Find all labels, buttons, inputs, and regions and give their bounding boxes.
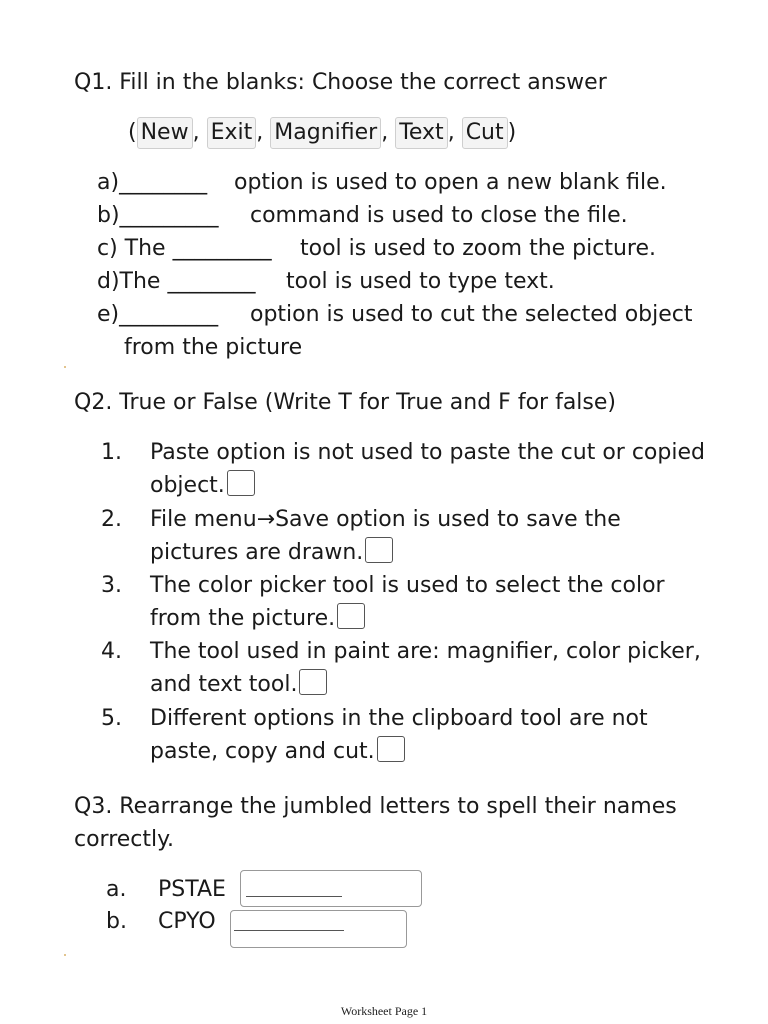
q2-item-4-num: 4. <box>101 639 122 664</box>
q2-item-1-line2: object. <box>150 473 225 498</box>
option-text: Text <box>395 117 448 149</box>
q2-item-1-line1: Paste option is not used to paste the cut or copied <box>150 440 705 465</box>
speck <box>64 366 66 368</box>
q1-item-a <box>97 166 207 199</box>
q1-item-b-text: command is used to close the file. <box>250 203 628 228</box>
q1-item-b <box>97 199 219 232</box>
open-paren: ( <box>128 120 137 145</box>
item-label: c) The _________ <box>97 236 272 261</box>
q2-item-2-line2: pictures are drawn. <box>150 540 364 565</box>
answer-field-a[interactable] <box>240 870 422 907</box>
speck <box>64 954 66 956</box>
page-footer: Worksheet Page 1 <box>340 1004 428 1018</box>
item-label: b)_________ <box>97 203 219 228</box>
q1-item-c-text: tool is used to zoom the picture. <box>300 236 657 261</box>
separator: , <box>192 120 200 145</box>
separator: , <box>256 120 264 145</box>
q1-item-a-text: option is used to open a new blank file. <box>234 170 667 195</box>
q1-title: Q1. Fill in the blanks: Choose the correct answer <box>74 70 607 95</box>
q1-item-e <box>97 298 218 331</box>
q1-item-e-continuation: from the picture <box>124 335 303 360</box>
answer-box[interactable] <box>227 470 255 496</box>
q3-item-a-word: PSTAE <box>158 877 226 902</box>
q3-item-b-word: CPYO <box>158 909 216 934</box>
item-label: d)The ________ <box>97 269 256 294</box>
q1-item-d-text: tool is used to type text. <box>286 269 555 294</box>
item-label: e)_________ <box>97 302 219 327</box>
option-exit: Exit <box>207 117 257 149</box>
q2-item-3-num: 3. <box>101 573 122 598</box>
q2-item-5-line2: paste, copy and cut. <box>150 739 375 764</box>
q2-item-2-line1: File menu→Save option is used to save the <box>150 507 621 532</box>
q2-item-1-num: 1. <box>101 440 122 465</box>
item-label: a)________ <box>97 170 208 195</box>
answer-box[interactable] <box>337 603 365 629</box>
answer-line-a <box>246 896 342 897</box>
q3-item-a-num: a. <box>106 877 127 902</box>
answer-field-b[interactable] <box>230 910 407 948</box>
answer-box[interactable] <box>299 669 327 695</box>
q2-item-5-num: 5. <box>101 706 122 731</box>
q3-title-line1: Q3. Rearrange the jumbled letters to spell their names <box>74 794 677 819</box>
q2-item-4-line2: and text tool. <box>150 672 298 697</box>
answer-box[interactable] <box>365 537 393 563</box>
option-magnifier: Magnifier <box>270 117 381 149</box>
q2-item-2-num: 2. <box>101 507 122 532</box>
q2-item-3-line2: from the picture. <box>150 606 336 631</box>
q1-item-c <box>97 232 272 265</box>
q2-item-5-line1: Different options in the clipboard tool are not <box>150 706 648 731</box>
q2-item-1-line2-wrap <box>150 469 255 502</box>
q1-item-d <box>97 265 255 298</box>
q2-item-5-line2-wrap <box>150 735 405 768</box>
q2-item-3-line1: The color picker tool is used to select the color <box>150 573 665 598</box>
separator: , <box>381 120 389 145</box>
option-cut: Cut <box>462 117 508 149</box>
q2-item-4-line2-wrap <box>150 668 327 701</box>
option-new: New <box>137 117 193 149</box>
close-paren: ) <box>507 120 517 145</box>
q2-item-2-line2-wrap <box>150 536 393 569</box>
q2-item-4-line1: The tool used in paint are: magnifier, color picker, <box>150 639 701 664</box>
q1-options <box>128 116 516 150</box>
q3-title-line2: correctly. <box>74 827 175 852</box>
answer-box[interactable] <box>377 736 405 762</box>
q3-item-b-num: b. <box>106 909 127 934</box>
q1-item-e-text: option is used to cut the selected object <box>250 302 693 327</box>
q2-item-3-line2-wrap <box>150 602 365 635</box>
q2-title: Q2. True or False (Write T for True and F for false) <box>74 390 616 415</box>
separator: , <box>447 120 455 145</box>
answer-line-b <box>234 930 344 931</box>
